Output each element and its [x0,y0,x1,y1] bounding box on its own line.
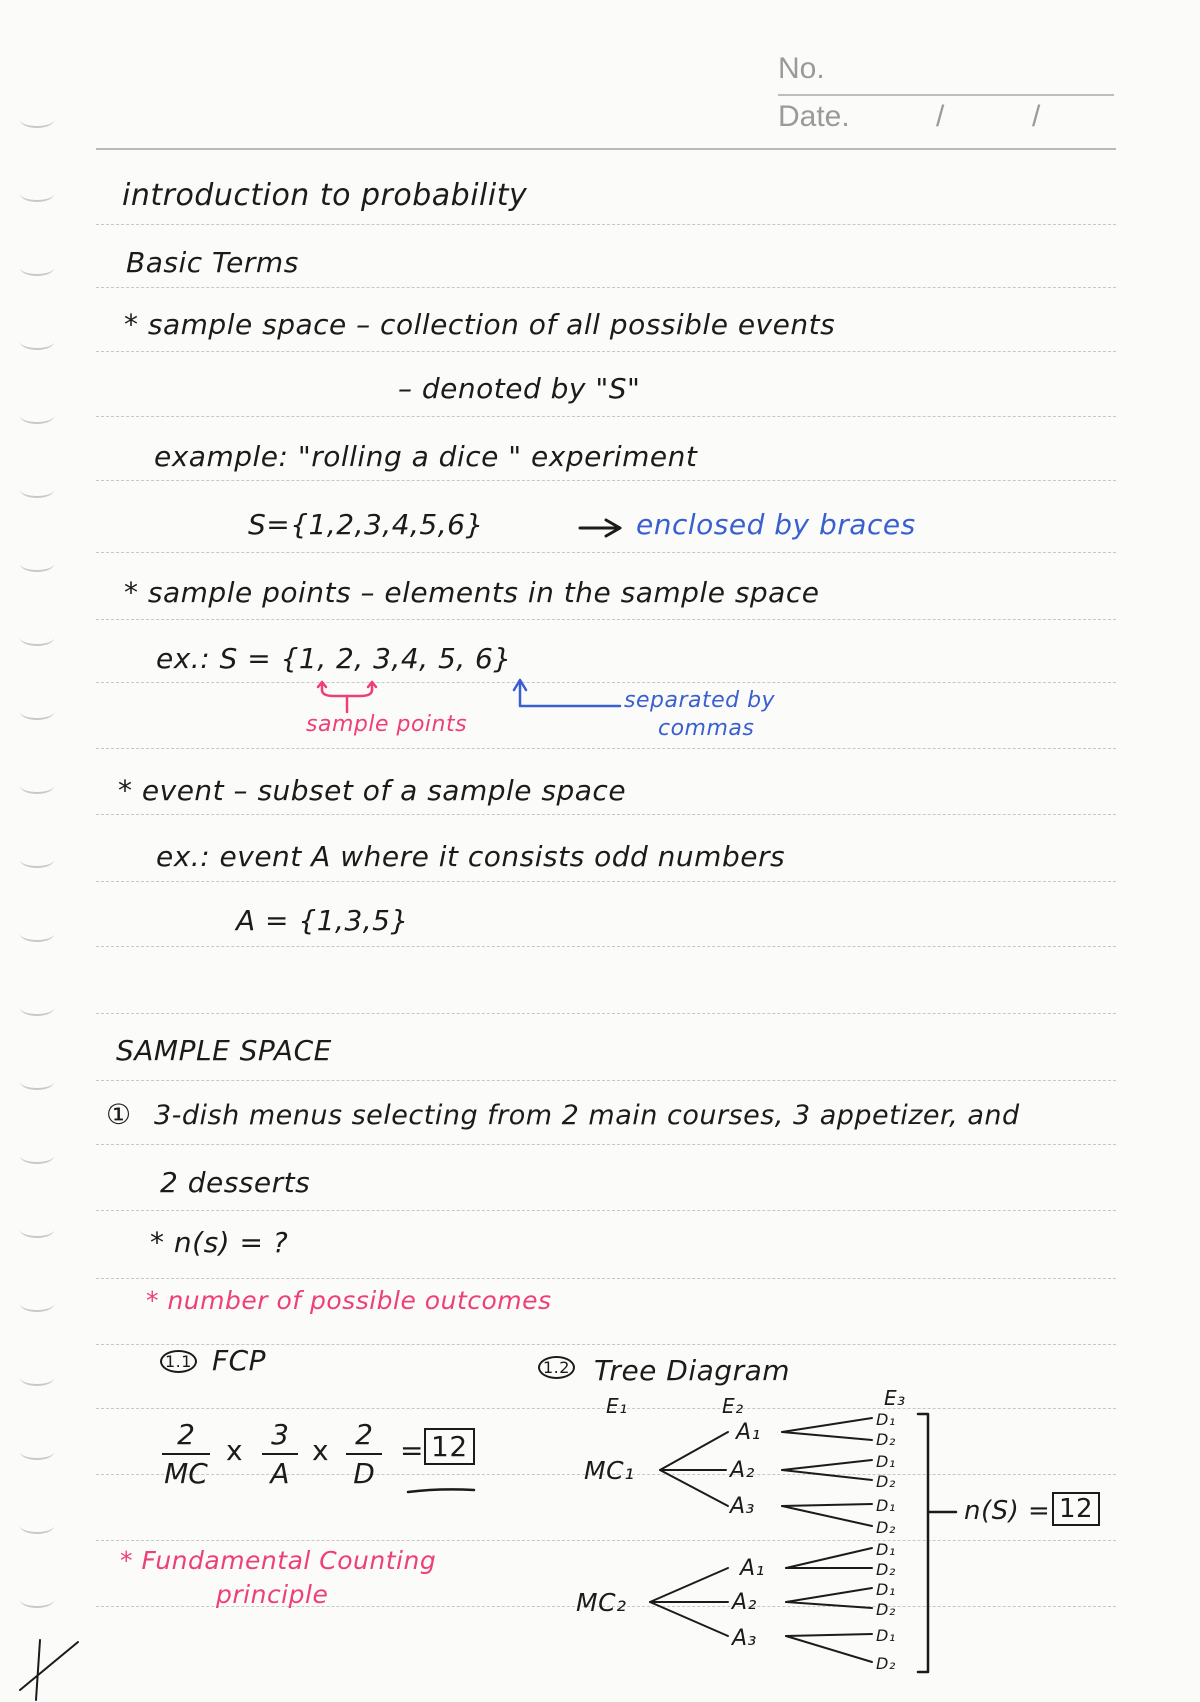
tree-result-box: 12 [1052,1492,1100,1526]
tree-dessert-leaf: D₁ [876,1626,896,1645]
tree-result-label: n(S) = [964,1496,1051,1526]
tree-appetizer-node: A₂ [730,1458,755,1483]
tree-appetizer-node: A₁ [736,1420,761,1445]
sample-space-heading: SAMPLE SPACE [116,1034,332,1067]
outcomes-bracket [918,1414,956,1672]
times-sign: x [226,1434,244,1467]
fcp-result-box: 12 [424,1428,475,1465]
tree-appetizer-node: A₃ [732,1626,757,1651]
tree-dessert-leaf: D₁ [876,1496,896,1515]
commas-arrow-icon [514,680,620,706]
fcp-label: FCP [212,1344,267,1377]
page-title: introduction to probability [122,178,528,213]
dice-example: example: "rolling a dice " experiment [154,440,698,473]
tree-diagram-label: Tree Diagram [594,1354,791,1387]
fcp-footnote-line-2: principle [216,1580,329,1609]
date-separator: / [936,100,945,133]
tree-number: 1.2 [538,1356,575,1379]
sample-points-definition: * sample points – elements in the sample space [124,576,820,609]
ns-note: * number of possible outcomes [146,1286,552,1315]
tree-appetizer-node: A₃ [730,1494,755,1519]
basic-terms-heading: Basic Terms [126,246,299,279]
commas-label: commas [658,716,755,741]
tree-e1-label: E₁ [606,1394,628,1418]
tree-mc2-node: MC₂ [576,1588,627,1617]
tree-dessert-leaf: D₁ [876,1540,896,1559]
equals-sign: = [400,1434,424,1467]
sample-space-set: S={1,2,3,4,5,6} [248,508,484,541]
tree-dessert-leaf: D₂ [876,1600,896,1619]
event-example: ex.: event A where it consists odd numbers [156,840,786,873]
fraction-denominator: A [270,1457,290,1490]
event-a-set: A = {1,3,5} [236,904,409,937]
tree-e2-label: E₂ [722,1394,744,1418]
tree-dessert-leaf: D₂ [876,1430,896,1449]
tree-dessert-leaf: D₂ [876,1560,896,1579]
sample-points-example: ex.: S = {1, 2, 3,4, 5, 6} [156,642,512,675]
problem-line-2: 2 desserts [160,1166,311,1199]
tree-dessert-leaf: D₁ [876,1410,896,1429]
date-label: Date. [778,100,850,133]
tree-branch-lines [650,1418,872,1662]
tree-dessert-leaf: D₂ [876,1654,896,1673]
tree-appetizer-node: A₁ [740,1556,765,1581]
blue-arrow-icon [580,520,620,536]
tree-mc1-node: MC₁ [584,1456,635,1485]
ns-question: * n(s) = ? [150,1226,289,1259]
fraction-numerator: 2 [177,1418,195,1451]
sample-space-definition: * sample space – collection of all possible events [124,308,836,341]
fcp-underline [408,1489,474,1492]
problem-number: ① [106,1098,132,1131]
denoted-by: – denoted by "S" [398,372,641,405]
fraction-numerator: 2 [355,1418,373,1451]
times-sign: x [312,1434,330,1467]
event-definition: * event – subset of a sample space [118,774,627,807]
tree-appetizer-node: A₂ [732,1590,757,1615]
problem-line-1: 3-dish menus selecting from 2 main courses, 3 appetizer, and [154,1100,1020,1131]
fraction-numerator: 3 [271,1418,289,1451]
fraction-denominator: MC [164,1457,208,1490]
tree-dessert-leaf: D₂ [876,1472,896,1491]
pen-scribble [20,1640,78,1700]
fcp-footnote-line-1: * Fundamental Counting [120,1546,437,1575]
fraction-denominator: D [353,1457,375,1490]
date-separator: / [1032,100,1041,133]
fcp-number: 1.1 [160,1350,197,1373]
sample-points-brace-icon [318,682,376,712]
tree-e3-label: E₃ [884,1386,906,1410]
tree-dessert-leaf: D₂ [876,1518,896,1537]
tree-dessert-leaf: D₁ [876,1452,896,1471]
enclosed-by-braces-note: enclosed by braces [636,508,916,541]
separated-by-label: separated by [624,688,776,713]
tree-dessert-leaf: D₁ [876,1580,896,1599]
sample-points-label: sample points [306,712,468,737]
no-label: No. [778,52,825,85]
